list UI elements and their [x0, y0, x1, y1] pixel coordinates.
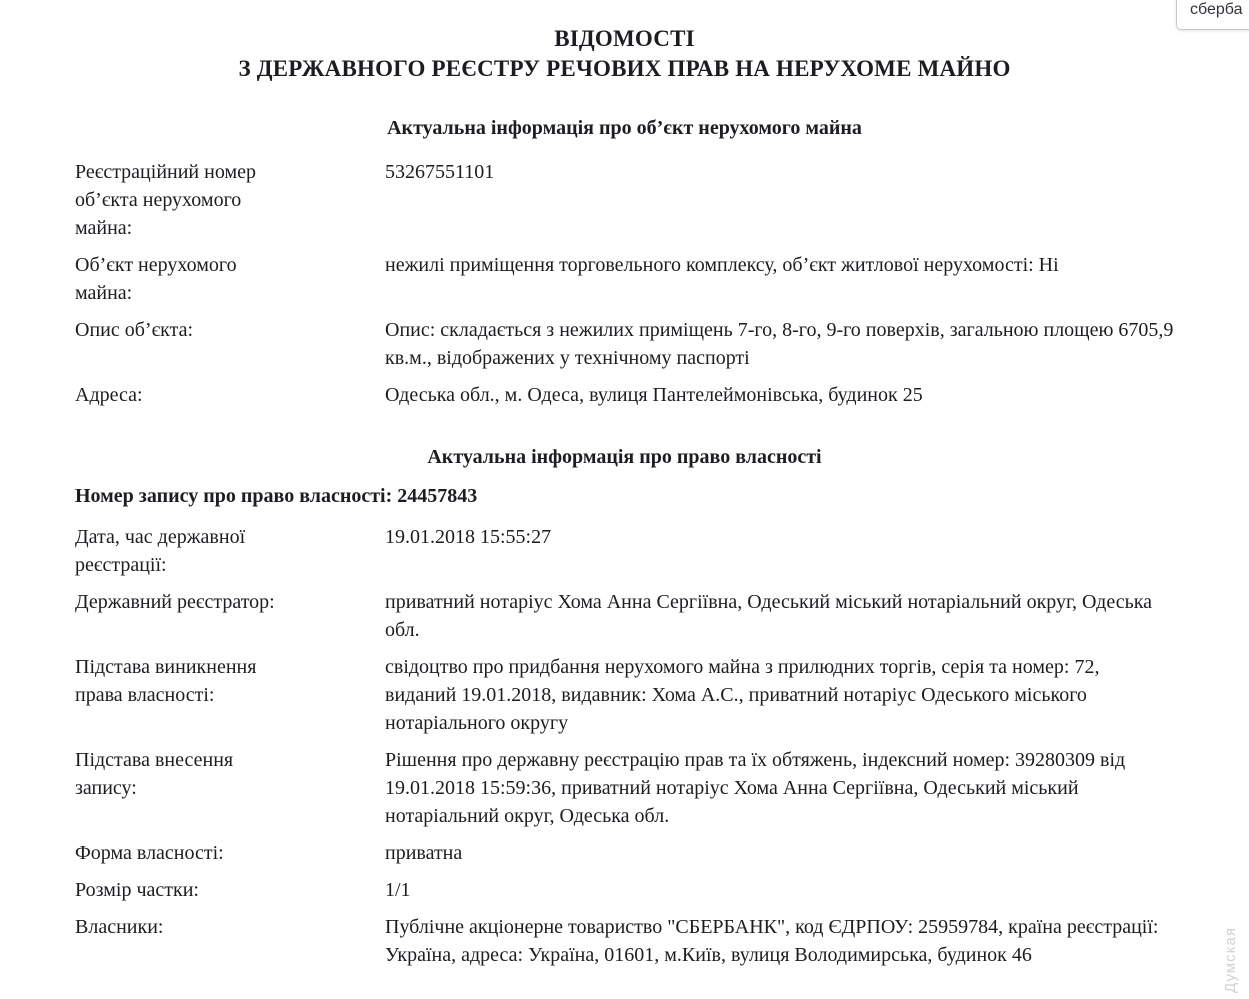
field-row-ownership-basis [75, 653, 1174, 737]
field-label-registration-number: Реєстраційний номер об’єкта нерухомого майна: [75, 161, 256, 239]
field-row-registration-datetime [75, 523, 1174, 579]
document-title-line1: ВІДОМОСТІ [554, 26, 695, 51]
search-suggestion-tooltip[interactable]: сберба [1176, 0, 1249, 30]
field-row-property-object [75, 251, 1174, 307]
dumskaya-watermark: Думская [1222, 927, 1239, 993]
field-row-owners [75, 913, 1174, 969]
field-row-share-size [75, 876, 1174, 904]
field-label-registration-datetime: Дата, час державної реєстрації: [75, 526, 246, 576]
field-label-record-basis: Підстава внесення запису: [75, 749, 234, 799]
field-value-address: Одеська обл., м. Одеса, вулиця Пантелеймонівська, будинок 25 [385, 384, 923, 406]
field-value-object-description: Опис: складається з нежилих приміщень 7-го, 8-го, 9-го поверхів, загальною площею 6705,9 кв.м., відображених у технічному паспорті [385, 319, 1174, 369]
field-value-state-registrar: приватний нотаріус Хома Анна Сергіївна, Одеський міський нотаріальний округ, Одеська обл. [385, 591, 1152, 641]
field-value-registration-number: 53267551101 [385, 161, 495, 183]
field-value-ownership-basis: свідоцтво про придбання нерухомого майна з прилюдних торгів, серія та номер: 72, виданий 19.01.2018, видавник: Хома А.С., приватний нотаріус Одеського міського нотаріального округу [385, 656, 1100, 734]
field-row-ownership-form [75, 839, 1174, 867]
field-label-ownership-basis: Підстава виникнення права власності: [75, 656, 257, 706]
section-heading-object-info: Актуальна інформація про об’єкт нерухомого майна [387, 117, 862, 139]
field-label-state-registrar: Державний реєстратор: [75, 591, 275, 613]
ownership-record-number-line: Номер запису про право власності: 24457843 [75, 485, 478, 507]
field-label-owners: Власники: [75, 916, 164, 938]
field-label-share-size: Розмір частки: [75, 879, 199, 901]
field-value-record-basis: Рішення про державну реєстрацію прав та їх обтяжень, індексний номер: 39280309 від 19.01.2018 15:59:36, приватний нотаріус Хома Анна Сергіївна, Одеський міський нотаріальний округ, Одеська обл. [385, 749, 1126, 827]
field-row-state-registrar [75, 588, 1174, 644]
field-row-record-basis [75, 746, 1174, 830]
field-label-object-description: Опис об’єкта: [75, 319, 194, 341]
field-value-registration-datetime: 19.01.2018 15:55:27 [385, 526, 552, 548]
field-row-registration-number [75, 158, 1174, 242]
field-label-property-object: Об’єкт нерухомого майна: [75, 254, 237, 304]
field-row-address [75, 381, 1174, 409]
section-heading-ownership-info: Актуальна інформація про право власності [427, 446, 822, 468]
field-value-share-size: 1/1 [385, 879, 411, 901]
field-row-object-description [75, 316, 1174, 372]
field-label-address: Адреса: [75, 384, 143, 406]
field-label-ownership-form: Форма власності: [75, 842, 224, 864]
field-value-ownership-form: приватна [385, 842, 463, 864]
field-value-owners: Публічне акціонерне товариство "СБЕРБАНК", код ЄДРПОУ: 25959784, країна реєстрації: Україна, адреса: Україна, 01601, м.Київ, вулиця Володимирська, будинок 46 [385, 916, 1159, 966]
document-title [75, 24, 1174, 84]
document-title-line2: З ДЕРЖАВНОГО РЕЄСТРУ РЕЧОВИХ ПРАВ НА НЕРУХОМЕ МАЙНО [238, 56, 1011, 81]
field-value-property-object: нежилі приміщення торговельного комплексу, об’єкт житлової нерухомості: Ні [385, 254, 1059, 276]
